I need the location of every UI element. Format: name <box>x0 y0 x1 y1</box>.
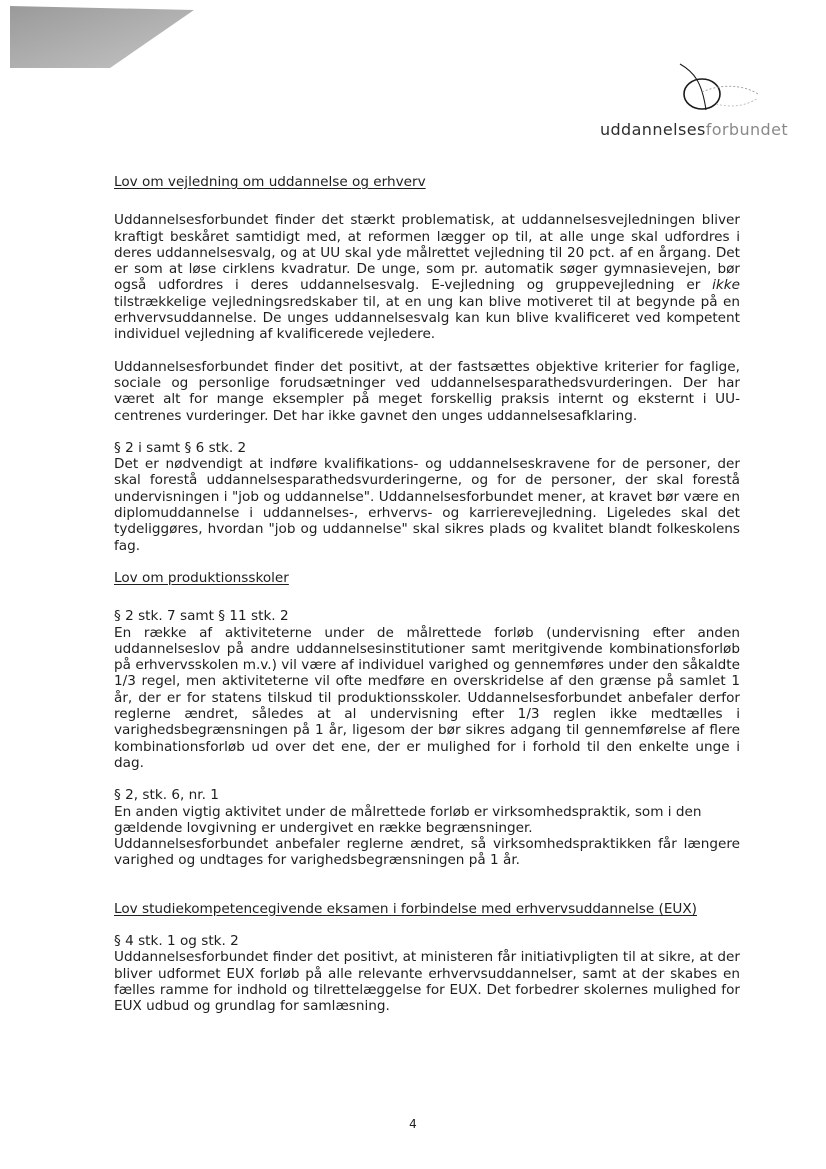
paragraph-reference: § 4 stk. 1 og stk. 2 <box>114 932 239 949</box>
paragraph-reference: § 2, stk. 6, nr. 1 <box>114 787 219 804</box>
paragraph-reference: § 2 stk. 7 samt § 11 stk. 2 <box>114 608 289 625</box>
paragraph: Uddannelsesforbundet finder det positivt, at der fastsættes objektive kriterier for faglige, sociale og personlige forudsætninger ved uddannelsesparathedsvurderingen. Der har været alt for mange eksempler på meget forskellig praksis internt og eksternt i UU-centrenes vurderinger. Det har ikke gavnet den unges uddannelsesafklaring. <box>114 358 740 424</box>
paragraph-reference: § 2 i samt § 6 stk. 2 <box>114 439 247 456</box>
logo-text-dark: uddannelses <box>599 120 706 139</box>
section-heading-vejledning: Lov om vejledning om uddannelse og erhverv <box>114 174 426 190</box>
paragraph <box>114 212 740 342</box>
logo-wordmark <box>592 120 788 139</box>
organization-logo <box>592 58 792 142</box>
section-heading-produktionsskoler: Lov om produktionsskoler <box>114 569 289 586</box>
logo-circles-icon <box>672 58 762 120</box>
section-heading-eux: Lov studiekompetencegivende eksamen i forbindelse med erhvervsuddannelse (EUX) <box>114 900 697 917</box>
paragraph-text-before-ikke: Uddannelsesforbundet finder det stærkt problematisk, at uddannelsesvejledningen bliver kraftigt beskåret samtidigt med, at reformen lægger op til, at alle unge skal udfordres i deres uddannelsesvalg, og at UU skal yde målrettet vejledning til 20 pct. af en årgang. Det er som at løse cirklens kvadratur. De unge, som pr. automatik søger gymnasievejen, bør også udfordres i deres uddannelsesvalg. E-vejledning og gruppevejledning er <box>114 212 740 294</box>
scan-corner-mark <box>10 6 194 68</box>
paragraph: Uddannelsesforbundet finder det positivt, at ministeren får initiativpligten til at sikre, at der bliver udformet EUX forløb på alle relevante erhvervsuddannelser, samt at der skabes en fælles ramme for indhold og tilrettelæggelse for EUX. Det forbedrer skolernes mulighed for EUX udbud og grundlag for samlæsning. <box>114 949 740 1015</box>
paragraph: Uddannelsesforbundet anbefaler reglerne ændret, så virksomhedspraktikken får længere varighed og undtages for varighedsbegrænsningen på 1 år. <box>114 836 740 869</box>
paragraph: Det er nødvendigt at indføre kvalifikations- og uddannelseskravene for de personer, der skal forestå uddannelsesparathedsvurderingerne, og for de personer, der skal forestå undervisningen i "job og uddannelse". Uddannelsesforbundet mener, at kravet bør være en diplomuddannelse i uddannelses-, erhvervs- og karrierevejledning. Ligeledes skal det tydeliggøres, hvordan "job og uddannelse" skal sikres plads og kvalitet blandt folkeskolens fag. <box>114 456 740 554</box>
emphasis-ikke: ikke <box>712 277 740 294</box>
document-body <box>114 174 740 1014</box>
paragraph: En anden vigtig aktivitet under de målrettede forløb er virksomhedspraktik, som i den gældende lovgivning er undergivet en række begrænsninger. <box>114 803 702 836</box>
paragraph: En række af aktiviteterne under de målrettede forløb (undervisning efter anden uddannelseslov på andre uddannelsesinstitutioner samt meritgivende kombinationsforløb på erhvervsskolen m.v.) vil være af individuel varighed og gennemføres under den såkaldte 1/3 regel, men aktiviteterne vil ofte medføre en overskridelse af den grænse på samlet 1 år, der er for statens tilskud til produktionsskoler. Uddannelsesforbundet anbefaler derfor reglerne ændret, således at al undervisning efter 1/3 reglen ikke medtælles i varighedsbegrænsningen på 1 år, ligesom der bør sikres adgang til gennemførelse af flere kombinationsforløb ud over det ene, der er mulighed for i forhold til den enkelte unge i dag. <box>114 624 740 771</box>
logo-text-light: forbundet <box>705 120 788 139</box>
paragraph-text-after-ikke: tilstrækkelige vejledningsredskaber til, at en ung kan blive motiveret til at begynde på en erhvervsuddannelse. De unges uddannelsesvalg kan kun blive kvalificeret ved kompetent individuel vejledning af kvalificerede vejledere. <box>114 293 740 343</box>
page-number: 4 <box>409 1117 417 1131</box>
